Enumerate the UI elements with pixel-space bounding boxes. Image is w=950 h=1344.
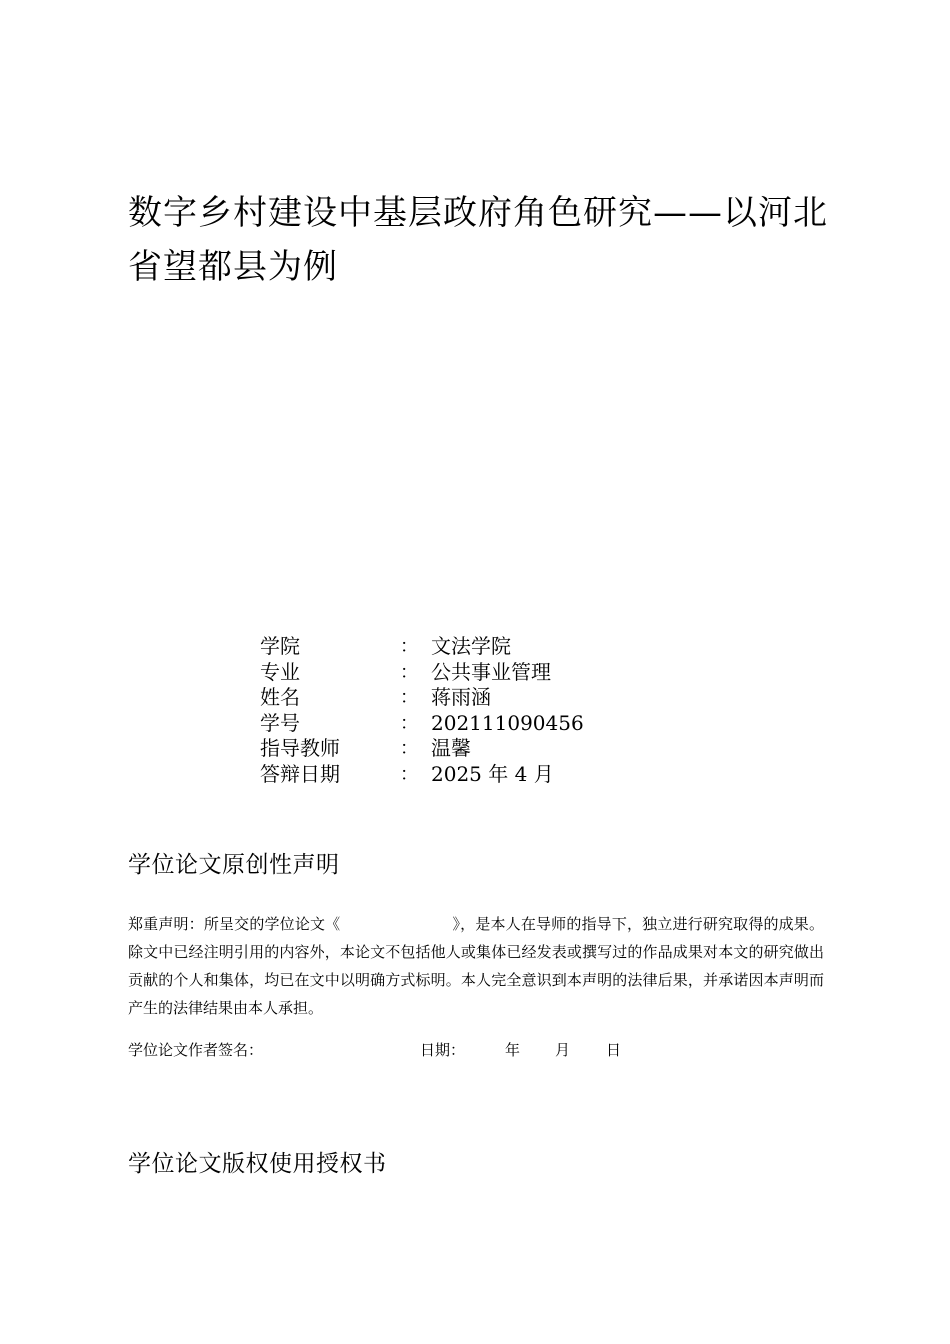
thesis-info-table: [260, 634, 584, 787]
copyright-heading: 学位论文版权使用授权书: [128, 1151, 387, 1177]
info-value: 蒋雨涵: [431, 685, 491, 709]
info-value: 2025 年 4 月: [431, 761, 554, 786]
date-label: 日期：: [420, 1041, 466, 1059]
info-label: 指导教师: [260, 736, 340, 760]
info-colon: ：: [400, 712, 418, 734]
originality-heading: 学位论文原创性声明: [128, 852, 340, 878]
info-label: 答辩日期: [260, 761, 340, 786]
signature-line: [128, 1036, 828, 1064]
info-colon: ：: [400, 763, 418, 785]
day-label: 日: [606, 1041, 622, 1059]
originality-statement: [128, 910, 824, 1022]
info-row-advisor: [260, 736, 584, 762]
info-colon: ：: [400, 687, 418, 708]
info-row-student-id: [260, 711, 584, 737]
info-value: 温馨: [431, 736, 471, 760]
info-label: 学院: [260, 634, 300, 658]
info-colon: ：: [400, 738, 418, 759]
info-value: 公共事业管理: [431, 659, 551, 684]
info-label: 专业: [260, 659, 300, 684]
month-label: 月: [555, 1041, 571, 1059]
info-label: 姓名: [260, 685, 300, 709]
year-label: 年: [505, 1041, 521, 1059]
info-row-name: [260, 685, 584, 711]
info-colon: ：: [400, 636, 418, 657]
info-row-defense-date: [260, 762, 584, 788]
info-row-college: [260, 634, 584, 660]
info-value: 202111090456: [431, 710, 584, 735]
info-row-major: [260, 660, 584, 686]
statement-start: 郑重声明：所呈交的学位论文《: [128, 915, 341, 933]
statement-rest: 》，是本人在导师的指导下，独立进行研究取得的成果。除文中已经注明引用的内容外，本论文不包括他人或集体已经发表或撰写过的作品成果对本文的研究做出贡献的个人和集体，均已在文中以明确方式标明。本人完全意识到本声明的法律后果，并承诺因本声明而产生的法律结果由本人承担。: [128, 915, 824, 1017]
author-signature-label: 学位论文作者签名：: [128, 1041, 264, 1059]
thesis-title: 数字乡村建设中基层政府角色研究——以河北省望都县为例: [128, 193, 828, 287]
info-label: 学号: [260, 710, 300, 735]
info-colon: ：: [400, 661, 418, 683]
info-value: 文法学院: [431, 634, 511, 658]
